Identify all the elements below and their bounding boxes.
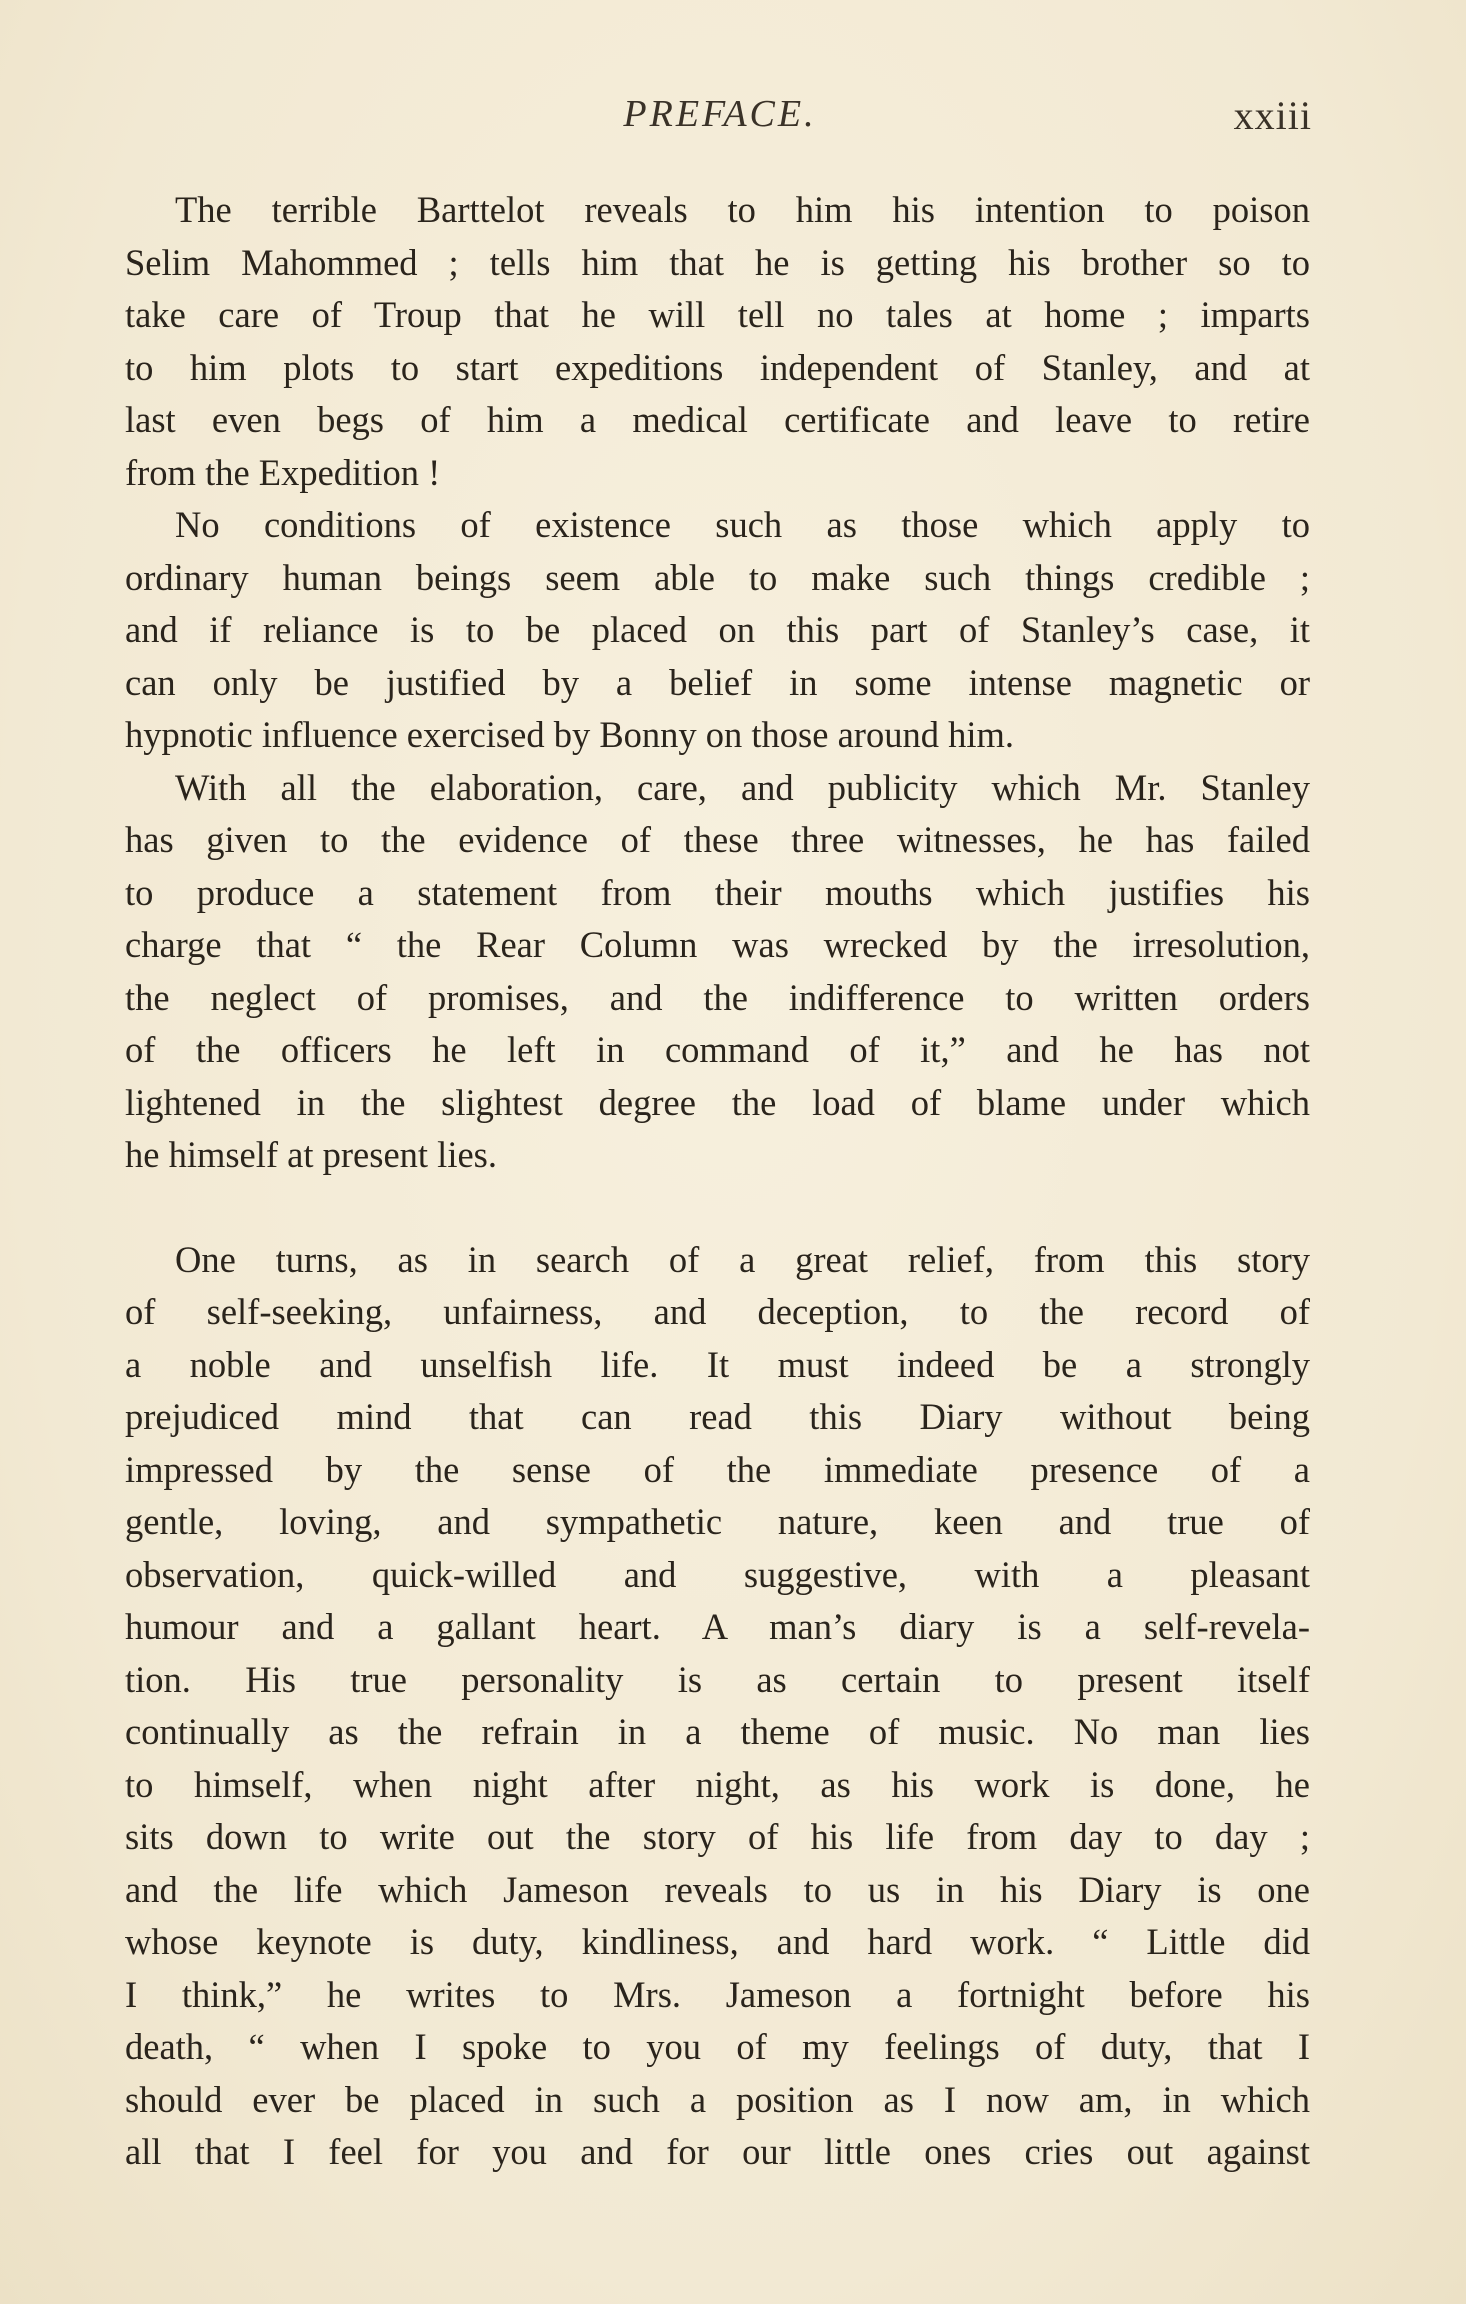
- text-line: whose keynote is duty, kindliness, and hard work. “ Little did: [125, 1921, 1310, 1962]
- text-line: impressed by the sense of the immediate presence of a: [125, 1448, 1310, 1490]
- text-line: gentle, loving, and sympathetic nature, keen and true of: [125, 1501, 1310, 1542]
- text-line: he himself at present lies.: [125, 1134, 497, 1175]
- text-line: can only be justified by a belief in some intense magnetic or: [125, 661, 1310, 703]
- text-line: death, “ when I spoke to you of my feelings of duty, that I: [125, 2026, 1310, 2067]
- running-head: [128, 92, 1312, 148]
- text-line: lightened in the slightest degree the load of blame under which: [125, 1081, 1310, 1123]
- page-number: xxiii: [1233, 93, 1312, 138]
- paragraph: [125, 499, 1310, 762]
- text-line: sits down to write out the story of his life from day to day ;: [125, 1816, 1310, 1857]
- text-line: I think,” he writes to Mrs. Jameson a fortnight before his: [125, 1973, 1310, 2015]
- text-line: and the life which Jameson reveals to us in his Diary is one: [125, 1868, 1310, 1910]
- text-line: to produce a statement from their mouths which justifies his: [125, 871, 1310, 913]
- paragraph: [125, 762, 1310, 1182]
- text-line: One turns, as in search of a great relief, from this story: [175, 1238, 1310, 1280]
- section-gap: [125, 1182, 1310, 1234]
- text-line: continually as the refrain in a theme of music. No man lies: [125, 1711, 1310, 1752]
- text-line: observation, quick-willed and suggestive, with a pleasant: [125, 1553, 1310, 1595]
- paragraph: [125, 184, 1310, 499]
- text-line: all that I feel for you and for our little ones cries out against: [125, 2131, 1310, 2172]
- text-line: the neglect of promises, and the indifference to written orders: [125, 976, 1310, 1018]
- text-line: should ever be placed in such a position as I now am, in which: [125, 2078, 1310, 2120]
- text-line: Selim Mahommed ; tells him that he is getting his brother so to: [125, 241, 1310, 283]
- text-line: humour and a gallant heart. A man’s diary is a self-revela-: [125, 1606, 1310, 1647]
- text-line: a noble and unselfish life. It must indeed be a strongly: [125, 1343, 1310, 1385]
- text-line: last even begs of him a medical certificate and leave to retire: [125, 399, 1310, 440]
- text-line: tion. His true personality is as certain to present itself: [125, 1658, 1310, 1700]
- body-text: [125, 184, 1310, 2179]
- text-line: take care of Troup that he will tell no tales at home ; imparts: [125, 294, 1310, 335]
- text-line: from the Expedition !: [125, 451, 441, 493]
- text-line: charge that “ the Rear Column was wrecked by the irresolution,: [125, 924, 1310, 965]
- text-line: and if reliance is to be placed on this part of Stanley’s case, it: [125, 609, 1310, 650]
- text-line: The terrible Barttelot reveals to him his intention to poison: [175, 189, 1310, 230]
- text-line: prejudiced mind that can read this Diary without being: [125, 1396, 1310, 1437]
- paragraph: [125, 1234, 1310, 2179]
- text-line: of self-seeking, unfairness, and deception, to the record of: [125, 1291, 1310, 1332]
- text-line: to him plots to start expeditions independent of Stanley, and at: [125, 346, 1310, 388]
- text-line: of the officers he left in command of it,” and he has not: [125, 1029, 1310, 1070]
- text-line: to himself, when night after night, as his work is done, he: [125, 1763, 1310, 1805]
- text-line: With all the elaboration, care, and publicity which Mr. Stanley: [175, 766, 1310, 808]
- page-title: PREFACE.: [623, 93, 817, 135]
- text-line: ordinary human beings seem able to make such things credible ;: [125, 556, 1310, 598]
- text-line: hypnotic influence exercised by Bonny on those around him.: [125, 714, 1014, 755]
- text-line: has given to the evidence of these three witnesses, he has failed: [125, 819, 1310, 860]
- text-line: No conditions of existence such as those which apply to: [175, 504, 1310, 545]
